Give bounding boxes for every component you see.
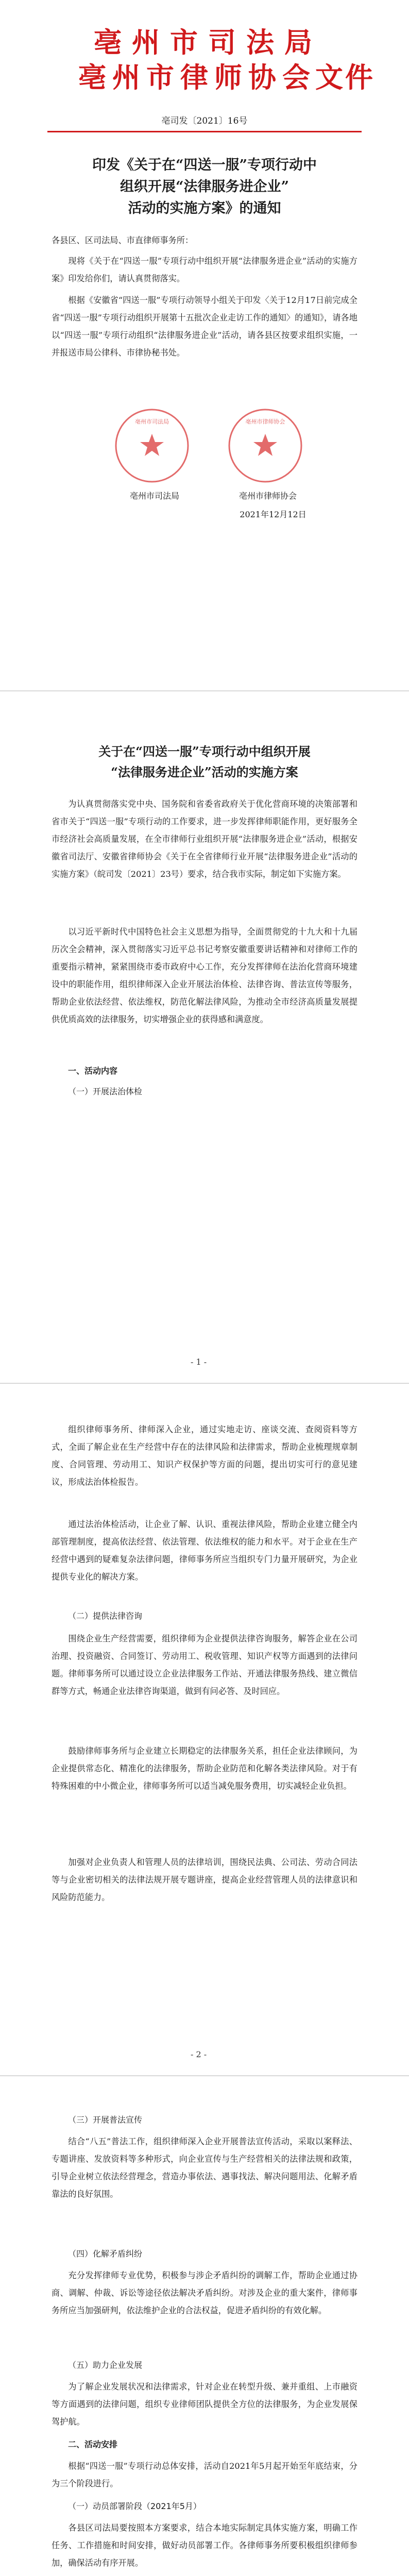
seal-left bbox=[113, 407, 191, 484]
page-number: - 2 - bbox=[191, 2049, 207, 2059]
body-paragraph: 围绕企业生产经营需要，组织律师为企业提供法律咨询服务，解答企业在公司治理、投资融资、合同签订、劳动用工、税收管理、知识产权等方面遇到的法律问题。律师事务所可以通过设立企业法律服务工作站、开通法律服务热线、建立微信群等方式，畅通企业法律咨询渠道，做到有问必答、及时回应。 bbox=[52, 1634, 357, 1696]
page-4 bbox=[0, 2077, 409, 2576]
subsection-heading: （二）提供法律咨询 bbox=[68, 1611, 143, 1621]
body-paragraph: 根据“四送一服”专项行动总体安排，活动自2021年5月起开始至年底结束，分为三个阶段进行。 bbox=[52, 2461, 357, 2488]
plan-intro: 以习近平新时代中国特色社会主义思想为指导，全面贯彻党的十九大和十九届历次全会精神，深入贯彻落实习近平总书记考察安徽重要讲话精神和对律师工作的重要指示精神，紧紧围绕市委市政府中心工作，充分发挥律师在法治化营商环境建设中的职能作用，组织律师深入企业开展法治体检、法律咨询、普法宣传等服务，帮助企业依法经营、依法维权，防范化解法律风险，为推动全市经济高质量发展提供优质高效的法律服务，切实增强企业的获得感和满意度。 bbox=[52, 927, 357, 1024]
page-separator bbox=[0, 690, 409, 691]
letterhead-word: 文件 bbox=[315, 61, 375, 94]
subsection-heading: （一）动员部署阶段（2021年5月） bbox=[68, 2501, 201, 2511]
page-3 bbox=[0, 1385, 409, 2075]
seal-left-text: 亳州市司法局 bbox=[135, 418, 169, 425]
red-divider bbox=[47, 131, 362, 132]
notice-paragraph: 现将《关于在“四送一服”专项行动中组织开展“法律服务进企业”活动的实施方案》印发给你们，请认真贯彻落实。 bbox=[52, 256, 357, 283]
plan-title-line: 关于在“四送一服”专项行动中组织开展 bbox=[98, 744, 311, 759]
letterhead-org2: 亳州市律师协会 bbox=[78, 61, 316, 94]
letterhead-org1: 亳州市司法局 bbox=[94, 26, 322, 59]
page-number: - 1 - bbox=[191, 1357, 207, 1367]
body-paragraph: 结合“八五”普法工作，组织律师深入企业开展普法宣传活动，采取以案释法、专题讲座、发放资料等多种形式，向企业宣传与生产经营相关的法律法规和政策，引导企业树立依法经营理念，营造办事依法、遇事找法、解决问题用法、化解矛盾靠法的良好氛围。 bbox=[52, 2137, 357, 2199]
plan-intro: 为认真贯彻落实党中央、国务院和省委省政府关于优化营商环境的决策部署和省市关于“四送一服”专项行动的工作要求，进一步发挥律师职能作用，更好服务全市经济社会高质量发展，在全市律师行业组织开展“法律服务进企业”活动，根据安徽省司法厅、安徽省律师协会《关于在全省律师行业开展“法律服务进企业”活动的实施方案》（皖司发〔2021〕23号）要求，结合我市实际，制定如下实施方案。 bbox=[52, 799, 357, 879]
subsection-heading: （三）开展普法宣传 bbox=[68, 2115, 143, 2125]
section-heading: 二、活动安排 bbox=[68, 2439, 118, 2449]
body-paragraph: 鼓励律师事务所与企业建立长期稳定的法律服务关系，担任企业法律顾问，为企业提供常态化、精准化的法律服务，帮助企业防范和化解各类法律风险。对于有特殊困难的中小微企业，律师事务所可以适当减免服务费用，切实减轻企业负担。 bbox=[52, 1746, 357, 1791]
page-2 bbox=[0, 692, 409, 1383]
plan-title bbox=[46, 741, 363, 783]
page-1 bbox=[0, 0, 409, 690]
body-paragraph: 各县区司法局要按照本方案要求，结合本地实际制定具体实施方案，明确工作任务、工作措施和时间安排，做好动员部署工作。各律师事务所要积极组织律师参加，确保活动有序开展。 bbox=[52, 2523, 357, 2568]
seal-right bbox=[227, 407, 304, 484]
subsection-heading: （四）化解矛盾纠纷 bbox=[68, 2249, 143, 2259]
signature-block bbox=[62, 407, 350, 531]
doc-number: 亳司发〔2021〕16号 bbox=[161, 116, 248, 126]
section-heading: 一、活动内容 bbox=[68, 1066, 118, 1076]
letterhead bbox=[0, 0, 409, 103]
body-paragraph: 组织律师事务所、律师深入企业，通过实地走访、座谈交流、查阅资料等方式，全面了解企业在生产经营中存在的法律风险和法律需求，帮助企业梳理规章制度、合同管理、劳动用工、知识产权保护等方面的问题，提出切实可行的意见建议，形成法治体检报告。 bbox=[52, 1425, 357, 1487]
page-separator bbox=[0, 1383, 409, 1384]
signature-date: 2021年12月12日 bbox=[240, 510, 306, 519]
body-paragraph: 为了解企业发展状况和法律需求，针对企业在转型升级、兼并重组、上市融资等方面遇到的法律问题，组织专业律师团队提供全方位的法律服务，为企业发展保驾护航。 bbox=[52, 2382, 357, 2427]
notice-title-line: 活动的实施方案》的通知 bbox=[128, 200, 281, 216]
notice-recipients: 各县区、区司法局、市直律师事务所： bbox=[52, 235, 194, 245]
notice-paragraph: 根据《安徽省“四送一服”专项行动领导小组关于印发〈关于12月17日前完成全省“四送一服”专项行动组织开展第十五批次企业走访工作的通知〉的通知》，请各地以“四送一服”专项行动组织“法律服务进企业”活动，请各县区按要求组织实施，一并报送市局公律科、市律协秘书处。 bbox=[52, 295, 357, 358]
notice-title-line: 印发《关于在“四送一服”专项行动中 bbox=[92, 157, 317, 173]
page-separator bbox=[0, 2075, 409, 2076]
subsection-heading: （五）助力企业发展 bbox=[68, 2360, 143, 2370]
notice-title bbox=[57, 155, 352, 219]
signature-org-1: 亳州市司法局 bbox=[129, 491, 179, 501]
body-paragraph: 充分发挥律师专业优势，积极参与涉企矛盾纠纷的调解工作，帮助企业通过协商、调解、仲裁、诉讼等途径依法解决矛盾纠纷。对涉及企业的重大案件，律师事务所应当加强研判，依法维护企业的合法权益，促进矛盾纠纷的有效化解。 bbox=[52, 2270, 357, 2315]
subsection-heading: （一）开展法治体检 bbox=[68, 1087, 143, 1096]
body-paragraph: 通过法治体检活动，让企业了解、认识、重视法律风险，帮助企业建立健全内部管理制度，提高依法经营、依法管理、依法维权的能力和水平。对于企业在生产经营中遇到的疑难复杂法律问题，律师事务所应当组织专门力量开展研究，为企业提供专业化的解决方案。 bbox=[52, 1519, 357, 1582]
notice-title-line: 组织开展“法律服务进企业” bbox=[120, 179, 289, 195]
plan-title-line: “法律服务进企业”活动的实施方案 bbox=[111, 765, 298, 779]
seal-right-text: 亳州市律师协会 bbox=[245, 418, 285, 425]
signature-org-2: 亳州市律师协会 bbox=[238, 491, 297, 501]
body-paragraph: 加强对企业负责人和管理人员的法律培训，围绕民法典、公司法、劳动合同法等与企业密切相关的法律法规开展专题讲座，提高企业经营管理人员的法律意识和风险防范能力。 bbox=[52, 1857, 357, 1902]
